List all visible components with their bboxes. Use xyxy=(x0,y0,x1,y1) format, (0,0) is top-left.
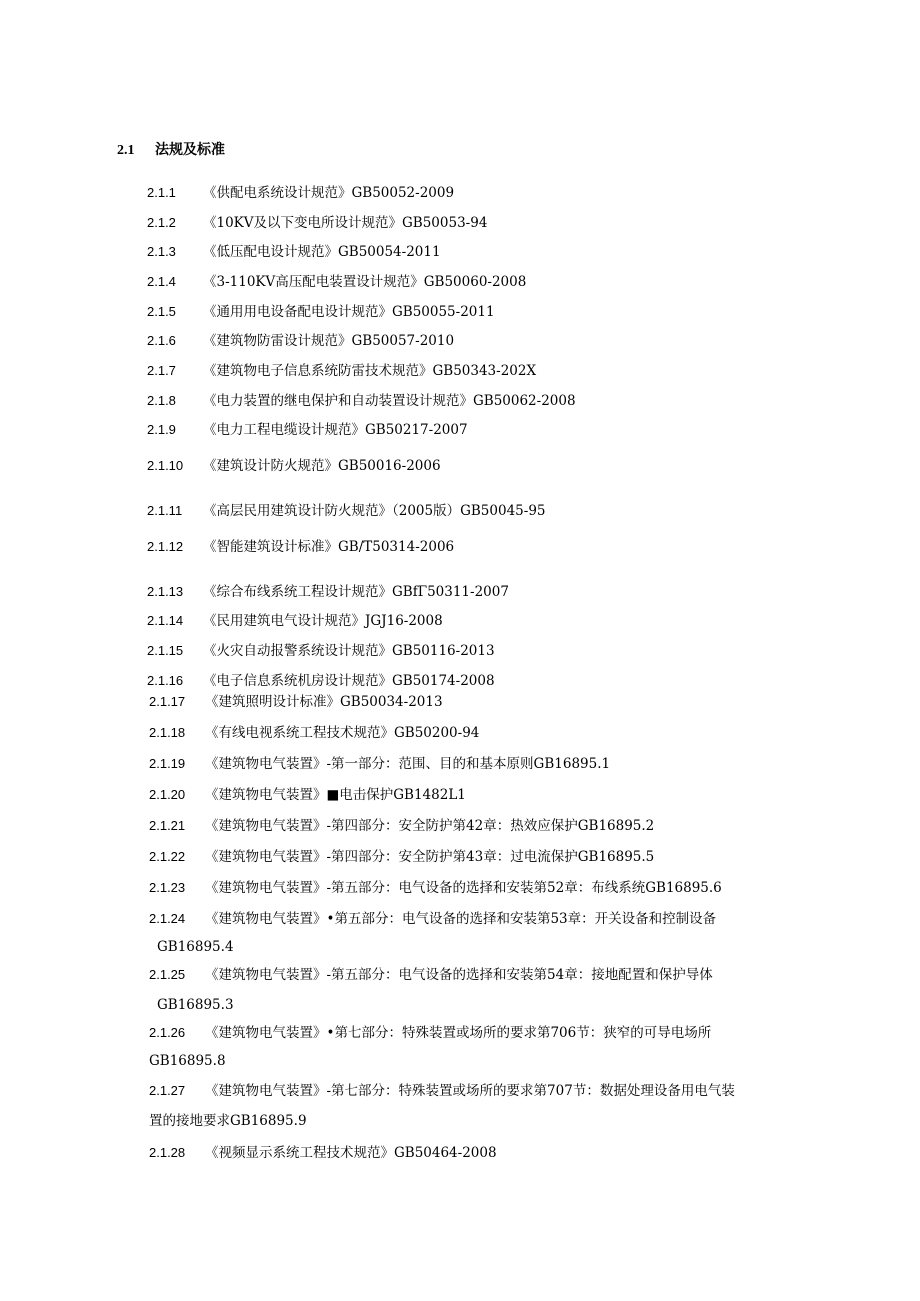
item-text: 《建筑物电气装置》•第七部分：特殊装置或场所的要求第706节：狭窄的可导电场所 xyxy=(205,1025,712,1041)
item-text: 《建筑照明设计标准》GB50034-2013 xyxy=(205,694,443,710)
item-text: 《电力工程电缆设计规范》GB50217-2007 xyxy=(203,422,468,438)
item-number: 2.1.25 xyxy=(149,967,186,982)
list-item xyxy=(147,532,827,562)
item-text-continuation: GB16895.8 xyxy=(149,1053,226,1069)
list-item xyxy=(149,1018,829,1048)
item-number: 2.1.9 xyxy=(147,422,176,437)
list-item-continuation xyxy=(157,990,837,1020)
item-text: 《视频显示系统工程技术规范》GB50464-2008 xyxy=(205,1145,497,1161)
list-item xyxy=(147,606,827,636)
list-item-continuation xyxy=(149,1106,829,1136)
section-number: 2.1 xyxy=(117,143,135,158)
item-number: 2.1.11 xyxy=(147,503,183,518)
item-number: 2.1.19 xyxy=(149,756,186,771)
item-number: 2.1.8 xyxy=(147,393,176,408)
section-title: 法规及标准 xyxy=(155,142,225,158)
item-text: 《建筑物电气装置》-第五部分：电气设备的选择和安装第54章：接地配置和保护导体 xyxy=(205,967,713,983)
item-number: 2.1.28 xyxy=(149,1145,186,1160)
item-number: 2.1.22 xyxy=(149,849,186,864)
list-item xyxy=(147,208,827,238)
item-text: 《低压配电设计规范》GB50054-2011 xyxy=(203,244,441,260)
item-number: 2.1.5 xyxy=(147,304,176,319)
item-text: 《建筑物电气装置》-第一部分：范围、目的和基本原则GB16895.1 xyxy=(205,756,611,772)
item-text: 《建筑物电气装置》•第五部分：电气设备的选择和安装第53章：开关设备和控制设备 xyxy=(205,911,717,927)
section-heading xyxy=(117,139,225,159)
item-number: 2.1.12 xyxy=(147,539,184,554)
list-item xyxy=(147,496,827,526)
item-text: 《综合布线系统工程设计规范》GBfΓ50311-2007 xyxy=(203,584,509,600)
list-item xyxy=(147,356,827,386)
item-number: 2.1.18 xyxy=(149,725,186,740)
item-text: 《3-110KV高压配电装置设计规范》GB50060-2008 xyxy=(203,274,527,290)
item-text: 《建筑物电气装置》-第五部分：电气设备的选择和安装第52章：布线系统GB16895.6 xyxy=(205,880,722,896)
item-text: 《10KV及以下变电所设计规范》GB50053-94 xyxy=(203,215,488,231)
item-number: 2.1.17 xyxy=(149,694,186,709)
item-text-continuation: 置的接地要求GB16895.9 xyxy=(149,1113,307,1129)
item-text: 《火灾自动报警系统设计规范》GB50116-2013 xyxy=(203,643,495,659)
item-number: 2.1.3 xyxy=(147,244,176,259)
list-item xyxy=(147,415,827,445)
list-item xyxy=(149,842,829,872)
item-number: 2.1.16 xyxy=(147,673,184,688)
item-text: 《建筑设计防火规范》GB50016-2006 xyxy=(203,458,441,474)
item-text: 《建筑物电子信息系统防雷技术规范》GB50343-202X xyxy=(203,363,537,379)
item-number: 2.1.24 xyxy=(149,911,186,926)
item-number: 2.1.7 xyxy=(147,363,176,378)
item-text: 《供配电系统设计规范》GB50052-2009 xyxy=(203,185,455,201)
item-text: 《电子信息系统机房设计规范》GB50174-2008 xyxy=(203,673,495,689)
item-number: 2.1.10 xyxy=(147,458,184,473)
item-text-continuation: GB16895.4 xyxy=(157,939,234,955)
list-item xyxy=(147,267,827,297)
list-item xyxy=(149,960,829,990)
item-text: 《建筑物电气装置》-第四部分：安全防护第42章：热效应保护GB16895.2 xyxy=(205,818,655,834)
list-item xyxy=(149,749,829,779)
list-item xyxy=(147,178,827,208)
list-item xyxy=(149,1138,829,1168)
list-item xyxy=(147,577,827,607)
item-text: 《民用建筑电气设计规范》JGJ16-2008 xyxy=(203,613,443,629)
item-number: 2.1.2 xyxy=(147,215,176,230)
item-number: 2.1.1 xyxy=(147,185,176,200)
item-text: 《建筑物防雷设计规范》GB50057-2010 xyxy=(203,333,455,349)
item-number: 2.1.15 xyxy=(147,643,184,658)
item-text: 《通用用电设备配电设计规范》GB50055-2011 xyxy=(203,304,495,320)
list-item xyxy=(147,386,827,416)
item-number: 2.1.23 xyxy=(149,880,186,895)
list-item xyxy=(147,636,827,666)
item-text-continuation: GB16895.3 xyxy=(157,997,234,1013)
item-text: 《智能建筑设计标准》GB/T50314-2006 xyxy=(203,539,455,555)
list-item xyxy=(149,811,829,841)
list-item xyxy=(149,873,829,903)
list-item xyxy=(147,297,827,327)
list-item xyxy=(147,237,827,267)
list-item xyxy=(147,326,827,356)
list-item xyxy=(149,904,829,934)
item-text: 《建筑物电气装置》■电击保护GB1482L1 xyxy=(205,787,466,803)
list-item xyxy=(149,718,829,748)
item-number: 2.1.27 xyxy=(149,1083,186,1098)
item-text: 《高层民用建筑设计防火规范》（2005版）GB50045-95 xyxy=(203,503,546,519)
item-number: 2.1.21 xyxy=(149,818,186,833)
list-item-continuation xyxy=(149,1046,829,1076)
item-number: 2.1.13 xyxy=(147,584,184,599)
list-item-continuation xyxy=(157,932,837,962)
list-item xyxy=(147,451,827,481)
list-item xyxy=(149,780,829,810)
item-text: 《有线电视系统工程技术规范》GB50200-94 xyxy=(205,725,480,741)
item-number: 2.1.4 xyxy=(147,274,176,289)
item-number: 2.1.20 xyxy=(149,787,186,802)
list-item xyxy=(149,687,829,717)
item-text: 《建筑物电气装置》-第四部分：安全防护第43章：过电流保护GB16895.5 xyxy=(205,849,655,865)
item-number: 2.1.26 xyxy=(149,1025,186,1040)
item-number: 2.1.6 xyxy=(147,333,176,348)
item-number: 2.1.14 xyxy=(147,613,184,628)
item-text: 《建筑物电气装置》-第七部分：特殊装置或场所的要求第707节：数据处理设备用电气装 xyxy=(205,1083,735,1099)
list-item xyxy=(149,1076,829,1106)
item-text: 《电力装置的继电保护和自动装置设计规范》GB50062-2008 xyxy=(203,393,576,409)
